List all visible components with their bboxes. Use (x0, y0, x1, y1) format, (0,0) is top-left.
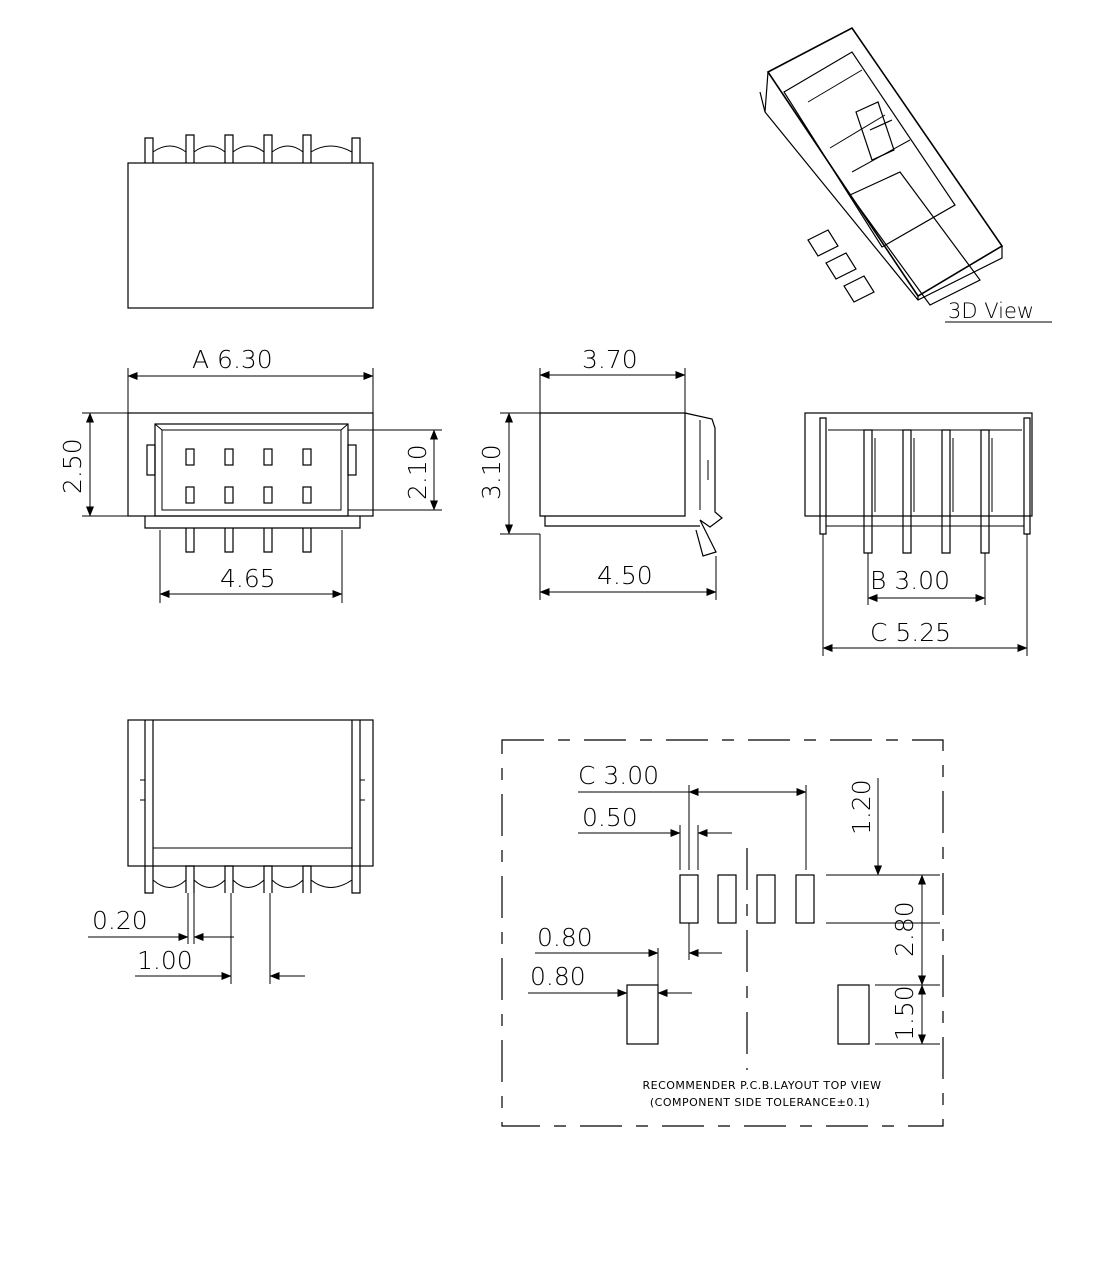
bottom-view-pins (153, 866, 352, 893)
dim-thickness-label: 0.20 (92, 906, 148, 935)
dim-c-label: C 5.25 (870, 618, 952, 647)
pcb-pitch-label: 2.80 (890, 901, 919, 957)
3d-view-pins (808, 230, 874, 302)
dim-b-label: B 3.00 (870, 566, 950, 595)
pcb-pads (627, 875, 869, 1044)
bottom-view (88, 720, 373, 984)
dim-a-label: A 6.30 (192, 345, 273, 374)
3d-view-caption: 3D View (948, 299, 1035, 323)
pcb-note-line-2: (COMPONENT SIDE TOLERANCE±0.1) (649, 1096, 871, 1109)
pcb-d2-label: 0.80 (530, 962, 586, 991)
dim-bottom-width-label: 4.65 (220, 564, 276, 593)
pcb-width-label: 0.50 (582, 803, 638, 832)
dim-pitch-label: 1.00 (137, 946, 193, 975)
dim-side-depth-label: 4.50 (597, 561, 653, 590)
pcb-pad-label: 1.50 (890, 985, 919, 1041)
top-view (128, 135, 373, 308)
rear-view-pins (864, 430, 992, 553)
3d-view (760, 28, 1052, 322)
dim-side-width-label: 3.70 (582, 345, 638, 374)
front-view-contacts (186, 449, 311, 503)
pcb-d1-label: 0.80 (537, 923, 593, 952)
pcb-top-label: 1.20 (847, 779, 876, 835)
dim-height-label: 2.50 (58, 438, 87, 494)
dim-inner-height-label: 2.10 (403, 444, 432, 500)
pcb-note-line-1: RECOMMENDER P.C.B.LAYOUT TOP VIEW (642, 1079, 882, 1092)
pcb-c-label: C 3.00 (578, 761, 660, 790)
dim-side-height-label: 3.10 (477, 444, 506, 500)
top-view-pins (153, 135, 352, 163)
